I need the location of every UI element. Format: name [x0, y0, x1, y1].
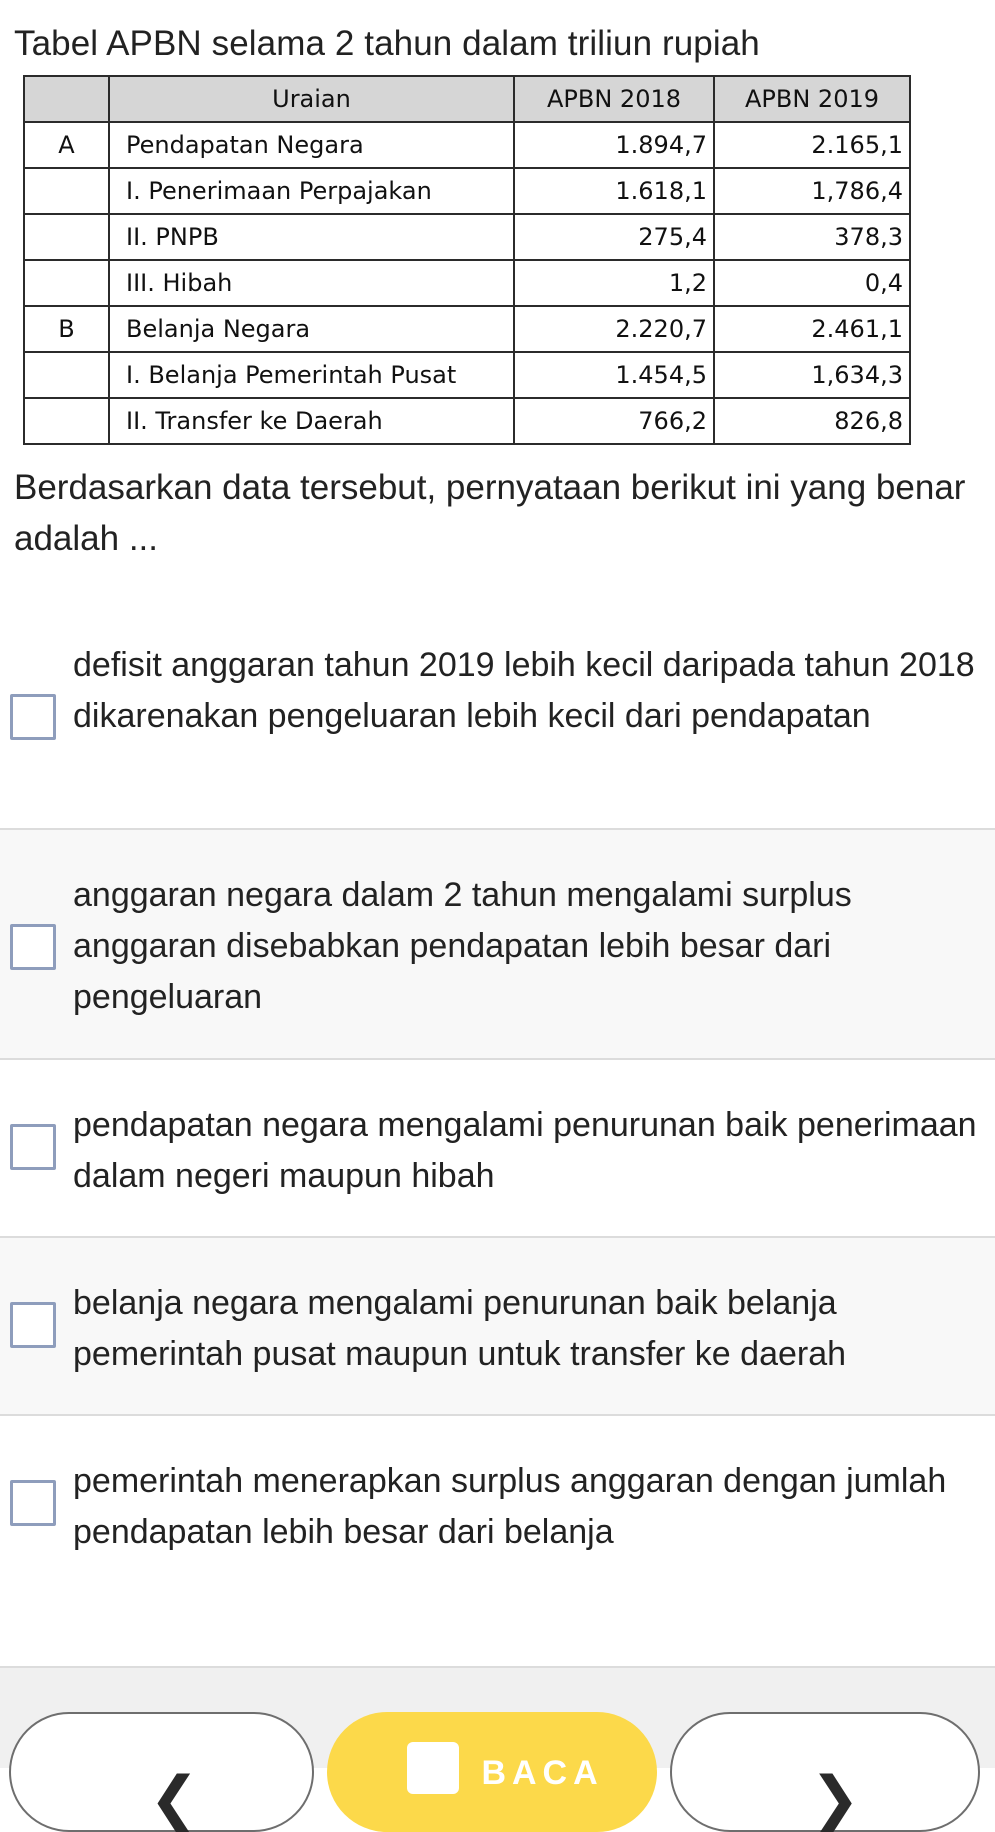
option-text: pendapatan negara mengalami penurunan baik penerimaan dalam negeri maupun hibah: [73, 1106, 977, 1195]
row-code: [24, 260, 109, 306]
header-apbn-2019: APBN 2019: [714, 76, 910, 122]
previous-button[interactable]: [9, 1712, 314, 1832]
table-row: [24, 398, 910, 444]
row-value-2018: 766,2: [514, 398, 714, 444]
table-header-row: [24, 76, 910, 122]
table-row: [24, 168, 910, 214]
header-description: Uraian: [109, 76, 514, 122]
checkbox-icon[interactable]: [10, 924, 56, 970]
read-button-label: BACA: [481, 1754, 604, 1792]
square-icon: [407, 1742, 459, 1794]
apbn-table: [23, 75, 911, 445]
read-button[interactable]: [327, 1712, 657, 1832]
row-code: [24, 352, 109, 398]
row-value-2018: 2.220,7: [514, 306, 714, 352]
checkbox-icon[interactable]: [10, 694, 56, 740]
row-value-2019: 0,4: [714, 260, 910, 306]
row-description: III. Hibah: [109, 260, 514, 306]
row-description: Pendapatan Negara: [109, 122, 514, 168]
row-description: II. Transfer ke Daerah: [109, 398, 514, 444]
row-value-2019: 1,634,3: [714, 352, 910, 398]
chevron-left-icon: ❮: [149, 1765, 200, 1832]
row-code: B: [24, 306, 109, 352]
answer-options: [0, 600, 995, 1668]
chevron-right-icon: ❯: [810, 1765, 861, 1832]
row-value-2019: 1,786,4: [714, 168, 910, 214]
option-text: pemerintah menerapkan surplus anggaran dengan jumlah pendapatan lebih besar dari belanja: [73, 1462, 947, 1551]
option-text: anggaran negara dalam 2 tahun mengalami surplus anggaran disebabkan pendapatan lebih besar dari pengeluaran: [73, 876, 852, 1016]
option-text: belanja negara mengalami penurunan baik belanja pemerintah pusat maupun untuk transfer ke daerah: [73, 1284, 847, 1373]
row-value-2018: 1.454,5: [514, 352, 714, 398]
row-description: Belanja Negara: [109, 306, 514, 352]
row-description: I. Penerimaan Perpajakan: [109, 168, 514, 214]
row-code: [24, 168, 109, 214]
checkbox-icon[interactable]: [10, 1302, 56, 1348]
answer-option-4[interactable]: [0, 1238, 995, 1416]
row-value-2018: 1.618,1: [514, 168, 714, 214]
row-value-2018: 275,4: [514, 214, 714, 260]
option-text: defisit anggaran tahun 2019 lebih kecil daripada tahun 2018 dikarenakan pengeluaran lebih kecil dari pendapatan: [73, 646, 975, 735]
row-value-2019: 2.461,1: [714, 306, 910, 352]
row-description: I. Belanja Pemerintah Pusat: [109, 352, 514, 398]
row-code: [24, 398, 109, 444]
row-value-2019: 378,3: [714, 214, 910, 260]
checkbox-icon[interactable]: [10, 1124, 56, 1170]
row-value-2019: 2.165,1: [714, 122, 910, 168]
answer-option-5[interactable]: [0, 1416, 995, 1668]
row-description: II. PNPB: [109, 214, 514, 260]
row-value-2018: 1.894,7: [514, 122, 714, 168]
answer-option-3[interactable]: [0, 1060, 995, 1238]
header-apbn-2018: APBN 2018: [514, 76, 714, 122]
bottom-nav-bar: [0, 1668, 995, 1832]
table-row: [24, 306, 910, 352]
table-row: [24, 122, 910, 168]
table-row: [24, 352, 910, 398]
table-row: [24, 260, 910, 306]
row-value-2019: 826,8: [714, 398, 910, 444]
next-button[interactable]: [670, 1712, 980, 1832]
row-code: [24, 214, 109, 260]
answer-option-2[interactable]: [0, 830, 995, 1060]
question-prompt: Berdasarkan data tersebut, pernyataan berikut ini yang benar adalah ...: [14, 468, 966, 558]
row-value-2018: 1,2: [514, 260, 714, 306]
header-code: [24, 76, 109, 122]
table-row: [24, 214, 910, 260]
checkbox-icon[interactable]: [10, 1480, 56, 1526]
answer-option-1[interactable]: [0, 600, 995, 830]
question-title: Tabel APBN selama 2 tahun dalam triliun rupiah: [14, 24, 760, 63]
row-code: A: [24, 122, 109, 168]
